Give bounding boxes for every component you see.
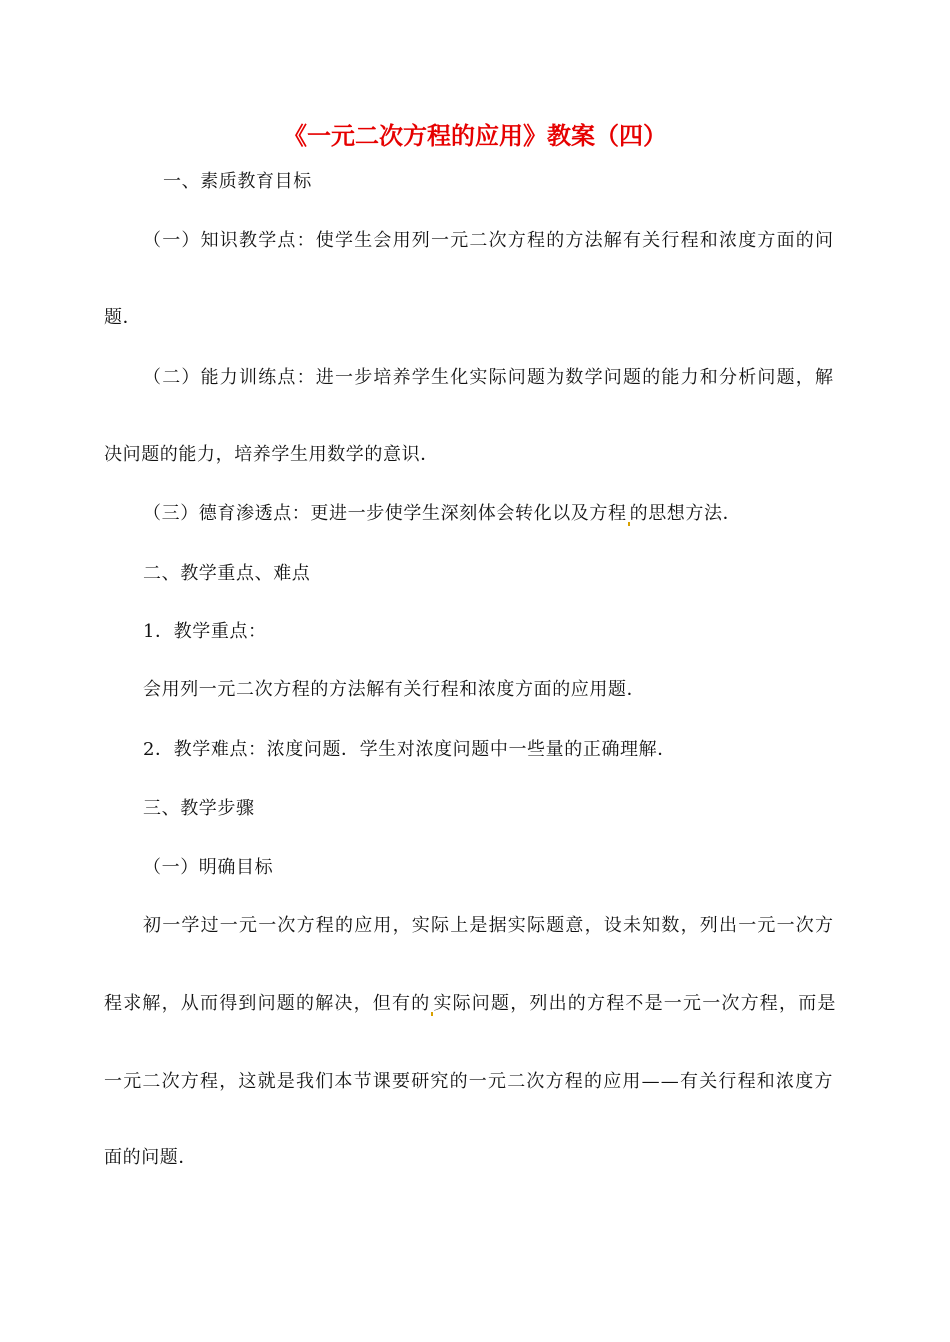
- paragraph-moral-point-part1: （三）德育渗透点：更进一步使学生深刻体会转化以及方程: [143, 503, 627, 524]
- paragraph-intro: 初一学过一元一次方程的应用，实际上是据实际题意，设未知数，列出一元一次方: [143, 915, 835, 936]
- section-heading-steps: 三、教学步骤: [143, 798, 255, 819]
- document-title: 《一元二次方程的应用》教案（四）: [283, 122, 667, 150]
- paragraph-ability-point-continued: 决问题的能力，培养学生用数学的意识．: [104, 444, 439, 465]
- key-point-text: 会用列一元二次方程的方法解有关行程和浓度方面的应用题．: [143, 679, 646, 700]
- paragraph-intro-line2-part2: 实际问题，列出的方程不是一元一次方程，而是: [433, 993, 837, 1014]
- paragraph-moral-point: [143, 502, 741, 526]
- step-heading-goal: （一）明确目标: [143, 857, 274, 878]
- paragraph-knowledge-point: （一）知识教学点：使学生会用列一元二次方程的方法解有关行程和浓度方面的问: [143, 230, 835, 251]
- section-heading-key-points: 二、教学重点、难点: [143, 563, 311, 584]
- section-heading-goals: 一、素质教育目标: [163, 171, 312, 192]
- paragraph-intro-continued-1: [104, 992, 837, 1016]
- paragraph-moral-point-part2: 的思想方法．: [629, 503, 742, 524]
- paragraph-knowledge-point-continued: 题．: [104, 307, 142, 328]
- paragraph-ability-point: （二）能力训练点：进一步培养学生化实际问题为数学问题的能力和分析问题，解: [143, 367, 835, 388]
- paragraph-intro-line2-part1: 程求解，从而得到问题的解决，但有的: [104, 993, 431, 1014]
- paragraph-intro-continued-2: 一元二次方程，这就是我们本节课要研究的一元二次方程的应用——有关行程和浓度方: [104, 1071, 834, 1092]
- difficulty-point-text: 2．教学难点：浓度问题．学生对浓度问题中一些量的正确理解．: [143, 739, 676, 760]
- key-point-label: 1．教学重点：: [143, 621, 267, 642]
- paragraph-intro-continued-3: 面的问题．: [104, 1147, 197, 1168]
